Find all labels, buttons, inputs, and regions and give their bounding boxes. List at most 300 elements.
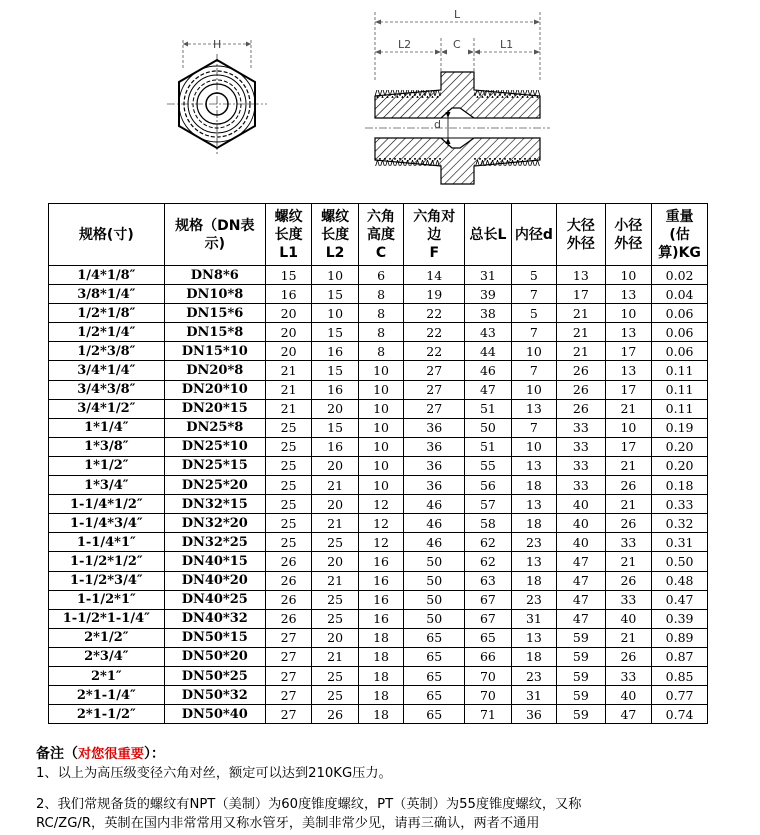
table-cell: 25: [265, 418, 311, 437]
table-cell: 16: [265, 285, 311, 304]
table-cell: DN50*40: [164, 705, 265, 724]
table-cell: 25: [265, 495, 311, 514]
table-cell: 59: [557, 628, 606, 647]
dim-label-C: C: [453, 38, 461, 51]
table-cell: 31: [511, 609, 556, 628]
note-1: 1、以上为高压级变径六角对丝，额定可以达到210KG压力。: [36, 766, 392, 781]
column-header-line: (估: [669, 226, 690, 243]
table-cell: DN25*20: [164, 476, 265, 495]
dim-label-L: L: [454, 8, 461, 21]
table-cell: 0.04: [652, 285, 708, 304]
table-cell: 40: [557, 495, 606, 514]
table-cell: 12: [358, 495, 403, 514]
table-cell: 21: [265, 361, 311, 380]
table-cell: 13: [557, 266, 606, 285]
table-cell: 0.47: [652, 590, 708, 609]
table-cell: 15: [312, 285, 358, 304]
column-header-line: 边: [427, 226, 442, 243]
table-cell: 44: [465, 342, 511, 361]
table-cell: 13: [511, 456, 556, 475]
table-cell: 21: [605, 552, 651, 571]
table-cell: 21: [265, 380, 311, 399]
table-cell: 15: [312, 361, 358, 380]
column-header-line: F: [429, 244, 440, 261]
column-header: [605, 204, 651, 266]
table-row: [49, 628, 708, 647]
table-row: [49, 552, 708, 571]
table-cell: 0.31: [652, 533, 708, 552]
table-cell: 7: [511, 418, 556, 437]
table-cell: 1*3/8″: [49, 437, 165, 456]
table-row: [49, 285, 708, 304]
table-cell: 0.50: [652, 552, 708, 571]
table-cell: 26: [265, 571, 311, 590]
table-cell: 58: [465, 514, 511, 533]
table-cell: 39: [465, 285, 511, 304]
column-header: [465, 204, 511, 266]
table-cell: 20: [312, 399, 358, 418]
table-cell: 0.48: [652, 571, 708, 590]
table-cell: 25: [265, 456, 311, 475]
table-cell: 1-1/2*1/2″: [49, 552, 165, 571]
table-cell: 0.74: [652, 705, 708, 724]
table-row: [49, 666, 708, 685]
table-cell: 27: [404, 361, 465, 380]
table-cell: 13: [605, 361, 651, 380]
table-cell: 40: [557, 533, 606, 552]
column-header: [358, 204, 403, 266]
table-cell: 0.06: [652, 342, 708, 361]
table-cell: 0.06: [652, 304, 708, 323]
column-header: [265, 204, 311, 266]
table-cell: 65: [404, 705, 465, 724]
table-cell: 46: [404, 514, 465, 533]
table-row: [49, 323, 708, 342]
table-cell: 40: [605, 686, 651, 705]
table-cell: 16: [312, 342, 358, 361]
table-row: [49, 476, 708, 495]
table-cell: 0.89: [652, 628, 708, 647]
table-cell: 16: [358, 552, 403, 571]
table-cell: 27: [265, 705, 311, 724]
table-cell: 21: [605, 399, 651, 418]
table-cell: 55: [465, 456, 511, 475]
table-cell: 16: [312, 437, 358, 456]
table-cell: 47: [557, 552, 606, 571]
table-cell: 25: [312, 666, 358, 685]
table-cell: 17: [605, 380, 651, 399]
table-cell: 0.06: [652, 323, 708, 342]
table-cell: 47: [557, 609, 606, 628]
table-cell: 27: [265, 647, 311, 666]
column-header: [164, 204, 265, 266]
table-cell: 1*3/4″: [49, 476, 165, 495]
table-cell: 25: [312, 590, 358, 609]
table-cell: DN50*32: [164, 686, 265, 705]
table-cell: 62: [465, 552, 511, 571]
table-cell: 62: [465, 533, 511, 552]
table-cell: 12: [358, 514, 403, 533]
table-cell: 22: [404, 342, 465, 361]
table-cell: 33: [557, 476, 606, 495]
table-cell: 26: [605, 571, 651, 590]
table-cell: 20: [312, 495, 358, 514]
table-cell: 20: [312, 628, 358, 647]
table-cell: 1-1/4*3/4″: [49, 514, 165, 533]
table-cell: DN40*25: [164, 590, 265, 609]
table-cell: 51: [465, 399, 511, 418]
table-cell: DN25*8: [164, 418, 265, 437]
table-cell: 1*1/4″: [49, 418, 165, 437]
table-cell: 18: [358, 666, 403, 685]
table-row: [49, 304, 708, 323]
table-cell: 59: [557, 666, 606, 685]
column-header-line: 长度: [274, 226, 303, 243]
table-cell: 66: [465, 647, 511, 666]
table-cell: 26: [557, 361, 606, 380]
table-cell: DN32*20: [164, 514, 265, 533]
table-cell: 21: [605, 456, 651, 475]
column-header-line: 长度: [321, 226, 350, 243]
table-cell: 0.11: [652, 380, 708, 399]
table-cell: 3/8*1/4″: [49, 285, 165, 304]
table-cell: DN15*6: [164, 304, 265, 323]
table-cell: 2*1″: [49, 666, 165, 685]
table-cell: 20: [312, 456, 358, 475]
table-cell: 27: [265, 666, 311, 685]
table-cell: 26: [265, 609, 311, 628]
table-cell: 0.32: [652, 514, 708, 533]
table-cell: 47: [465, 380, 511, 399]
table-cell: DN20*8: [164, 361, 265, 380]
table-cell: 65: [404, 686, 465, 705]
table-cell: 17: [605, 342, 651, 361]
hex-end-view: [167, 38, 267, 154]
table-cell: 65: [404, 666, 465, 685]
column-header-line: 高度: [367, 226, 396, 243]
table-cell: 10: [312, 266, 358, 285]
table-row: [49, 418, 708, 437]
table-cell: 0.19: [652, 418, 708, 437]
table-cell: 15: [312, 323, 358, 342]
table-cell: 47: [605, 705, 651, 724]
table-row: [49, 705, 708, 724]
column-header-line: 螺纹: [274, 208, 303, 225]
table-cell: 70: [465, 666, 511, 685]
table-cell: 50: [404, 590, 465, 609]
table-cell: 13: [511, 628, 556, 647]
table-cell: 20: [312, 552, 358, 571]
table-cell: 10: [605, 266, 651, 285]
table-cell: 14: [404, 266, 465, 285]
table-cell: 21: [557, 342, 606, 361]
column-header-line: 大径: [566, 217, 595, 234]
table-cell: 25: [265, 533, 311, 552]
table-cell: 21: [605, 495, 651, 514]
table-cell: 7: [511, 361, 556, 380]
table-cell: 59: [557, 686, 606, 705]
table-cell: 21: [605, 628, 651, 647]
table-row: [49, 590, 708, 609]
note-2a: 2、我们常规备货的螺纹有NPT（美制）为60度锥度螺纹，PT（英制）为55度锥度螺纹，又称: [36, 797, 582, 812]
column-header: [652, 204, 708, 266]
table-cell: 65: [404, 628, 465, 647]
table-cell: 10: [605, 418, 651, 437]
table-cell: 25: [312, 686, 358, 705]
table-cell: DN20*10: [164, 380, 265, 399]
table-cell: 36: [404, 476, 465, 495]
table-row: [49, 609, 708, 628]
table-cell: 1-1/2*1-1/4″: [49, 609, 165, 628]
column-header-line: 小径: [614, 217, 643, 234]
column-header-line: 螺纹: [321, 208, 350, 225]
table-row: [49, 514, 708, 533]
table-cell: 43: [465, 323, 511, 342]
column-header: [49, 204, 165, 266]
table-cell: 21: [312, 571, 358, 590]
column-header-line: 总长L: [469, 226, 507, 243]
table-cell: 22: [404, 323, 465, 342]
table-cell: 18: [358, 647, 403, 666]
table-row: [49, 380, 708, 399]
table-cell: 10: [358, 437, 403, 456]
table-cell: 47: [557, 571, 606, 590]
table-cell: 18: [358, 686, 403, 705]
table-cell: 25: [265, 476, 311, 495]
table-row: [49, 495, 708, 514]
table-row: [49, 266, 708, 285]
table-row: [49, 437, 708, 456]
table-header-row: [49, 204, 708, 266]
table-cell: DN32*15: [164, 495, 265, 514]
table-cell: 19: [404, 285, 465, 304]
table-cell: 21: [557, 304, 606, 323]
table-cell: 65: [404, 647, 465, 666]
table-cell: 50: [404, 552, 465, 571]
table-cell: 16: [312, 380, 358, 399]
table-cell: 3/4*1/2″: [49, 399, 165, 418]
table-cell: 1-1/4*1″: [49, 533, 165, 552]
table-cell: 18: [511, 476, 556, 495]
table-cell: 0.87: [652, 647, 708, 666]
table-cell: 46: [465, 361, 511, 380]
table-cell: 10: [358, 456, 403, 475]
table-cell: 0.20: [652, 456, 708, 475]
table-cell: 26: [605, 476, 651, 495]
column-header: [557, 204, 606, 266]
column-header-line: L1: [279, 244, 298, 261]
table-cell: 13: [511, 552, 556, 571]
table-cell: 40: [557, 514, 606, 533]
table-cell: 21: [557, 323, 606, 342]
table-cell: 18: [358, 705, 403, 724]
table-cell: 33: [605, 533, 651, 552]
side-section-view: [365, 8, 550, 184]
table-cell: 3/4*1/4″: [49, 361, 165, 380]
table-cell: 10: [312, 304, 358, 323]
table-cell: 67: [465, 590, 511, 609]
table-cell: 0.85: [652, 666, 708, 685]
table-cell: 59: [557, 647, 606, 666]
table-row: [49, 571, 708, 590]
column-header-line: 外径: [566, 235, 595, 252]
table-cell: 36: [404, 456, 465, 475]
table-cell: DN50*15: [164, 628, 265, 647]
column-header-line: 规格(寸): [78, 226, 134, 243]
table-cell: DN25*15: [164, 456, 265, 475]
notes-section: [36, 745, 736, 833]
table-cell: 47: [557, 590, 606, 609]
table-cell: 10: [511, 342, 556, 361]
table-cell: DN40*20: [164, 571, 265, 590]
table-cell: 56: [465, 476, 511, 495]
column-header-line: 示): [204, 235, 225, 252]
table-cell: 33: [557, 418, 606, 437]
table-cell: DN10*8: [164, 285, 265, 304]
table-cell: 20: [265, 323, 311, 342]
table-cell: 33: [605, 590, 651, 609]
table-cell: 63: [465, 571, 511, 590]
table-cell: 2*1/2″: [49, 628, 165, 647]
notes-title: 备注（对您很重要）：: [36, 746, 165, 762]
table-cell: 23: [511, 533, 556, 552]
table-row: [49, 361, 708, 380]
table-cell: 1*1/2″: [49, 456, 165, 475]
table-cell: 21: [265, 399, 311, 418]
table-cell: 7: [511, 285, 556, 304]
table-cell: 22: [404, 304, 465, 323]
column-header-line: 内径d: [514, 226, 553, 243]
table-cell: 15: [312, 418, 358, 437]
table-cell: 1-1/4*1/2″: [49, 495, 165, 514]
dim-label-L2: L2: [398, 38, 412, 51]
table-cell: 33: [557, 456, 606, 475]
table-cell: 40: [605, 609, 651, 628]
table-row: [49, 399, 708, 418]
table-cell: 1-1/2*3/4″: [49, 571, 165, 590]
table-cell: 10: [511, 380, 556, 399]
table-cell: 31: [465, 266, 511, 285]
column-header: [404, 204, 465, 266]
table-cell: 27: [404, 380, 465, 399]
table-cell: 25: [312, 533, 358, 552]
spec-table: [48, 203, 708, 724]
table-cell: 46: [404, 495, 465, 514]
table-cell: DN50*25: [164, 666, 265, 685]
table-cell: 8: [358, 342, 403, 361]
table-cell: 21: [312, 647, 358, 666]
table-cell: 50: [404, 609, 465, 628]
table-cell: 13: [511, 399, 556, 418]
column-header-line: 六角对: [413, 208, 456, 225]
column-header-line: C: [375, 244, 387, 261]
table-cell: DN15*10: [164, 342, 265, 361]
table-cell: 10: [511, 437, 556, 456]
table-cell: 0.11: [652, 399, 708, 418]
table-cell: 10: [358, 418, 403, 437]
column-header-line: 规格（DN表: [175, 217, 255, 234]
table-cell: 2*3/4″: [49, 647, 165, 666]
table-cell: 21: [312, 476, 358, 495]
dim-label-d: d: [434, 118, 441, 131]
table-cell: 31: [511, 686, 556, 705]
table-cell: 36: [404, 437, 465, 456]
table-cell: DN50*20: [164, 647, 265, 666]
table-cell: 50: [404, 571, 465, 590]
table-cell: 23: [511, 590, 556, 609]
table-cell: DN40*32: [164, 609, 265, 628]
column-header-line: 六角: [367, 208, 396, 225]
dim-label-H: H: [213, 38, 222, 51]
table-cell: 26: [265, 590, 311, 609]
table-cell: 8: [358, 304, 403, 323]
table-row: [49, 533, 708, 552]
table-cell: 1-1/2*1″: [49, 590, 165, 609]
table-cell: 51: [465, 437, 511, 456]
table-cell: 16: [358, 590, 403, 609]
column-header-line: 重量: [665, 208, 694, 225]
table-cell: 15: [265, 266, 311, 285]
table-cell: 71: [465, 705, 511, 724]
table-cell: 8: [358, 323, 403, 342]
table-cell: 10: [358, 380, 403, 399]
notes-title-emphasis: 对您很重要: [78, 747, 144, 762]
note-2b: RC/ZG/R，英制在国内非常常用又称水管牙，美制非常少见，请再三确认，两者不通用: [36, 816, 540, 831]
table-row: [49, 647, 708, 666]
table-cell: 10: [358, 361, 403, 380]
table-cell: 7: [511, 323, 556, 342]
table-cell: 25: [265, 437, 311, 456]
table-cell: 38: [465, 304, 511, 323]
table-cell: 17: [605, 437, 651, 456]
column-header-line: L2: [325, 244, 345, 261]
table-cell: 65: [465, 628, 511, 647]
table-cell: 50: [465, 418, 511, 437]
table-cell: DN20*15: [164, 399, 265, 418]
table-cell: 16: [358, 609, 403, 628]
table-cell: 1/2*3/8″: [49, 342, 165, 361]
table-cell: DN40*15: [164, 552, 265, 571]
table-cell: 26: [605, 514, 651, 533]
table-cell: DN15*8: [164, 323, 265, 342]
table-cell: 26: [265, 552, 311, 571]
table-row: [49, 342, 708, 361]
table-cell: 1/4*1/8″: [49, 266, 165, 285]
table-cell: 13: [605, 323, 651, 342]
table-cell: 20: [265, 342, 311, 361]
table-cell: 13: [511, 495, 556, 514]
table-cell: 36: [404, 418, 465, 437]
table-cell: 21: [312, 514, 358, 533]
table-cell: 1/2*1/4″: [49, 323, 165, 342]
column-header-line: 算)KG: [658, 244, 701, 261]
table-cell: 57: [465, 495, 511, 514]
table-cell: 46: [404, 533, 465, 552]
table-row: [49, 686, 708, 705]
table-cell: 18: [358, 628, 403, 647]
table-cell: 6: [358, 266, 403, 285]
table-cell: DN25*10: [164, 437, 265, 456]
table-body: [49, 266, 708, 724]
table-cell: 25: [265, 514, 311, 533]
table-cell: 0.33: [652, 495, 708, 514]
table-cell: DN32*25: [164, 533, 265, 552]
table-cell: 2*1-1/2″: [49, 705, 165, 724]
table-cell: 5: [511, 266, 556, 285]
table-cell: 18: [511, 647, 556, 666]
table-cell: DN8*6: [164, 266, 265, 285]
table-cell: 0.77: [652, 686, 708, 705]
